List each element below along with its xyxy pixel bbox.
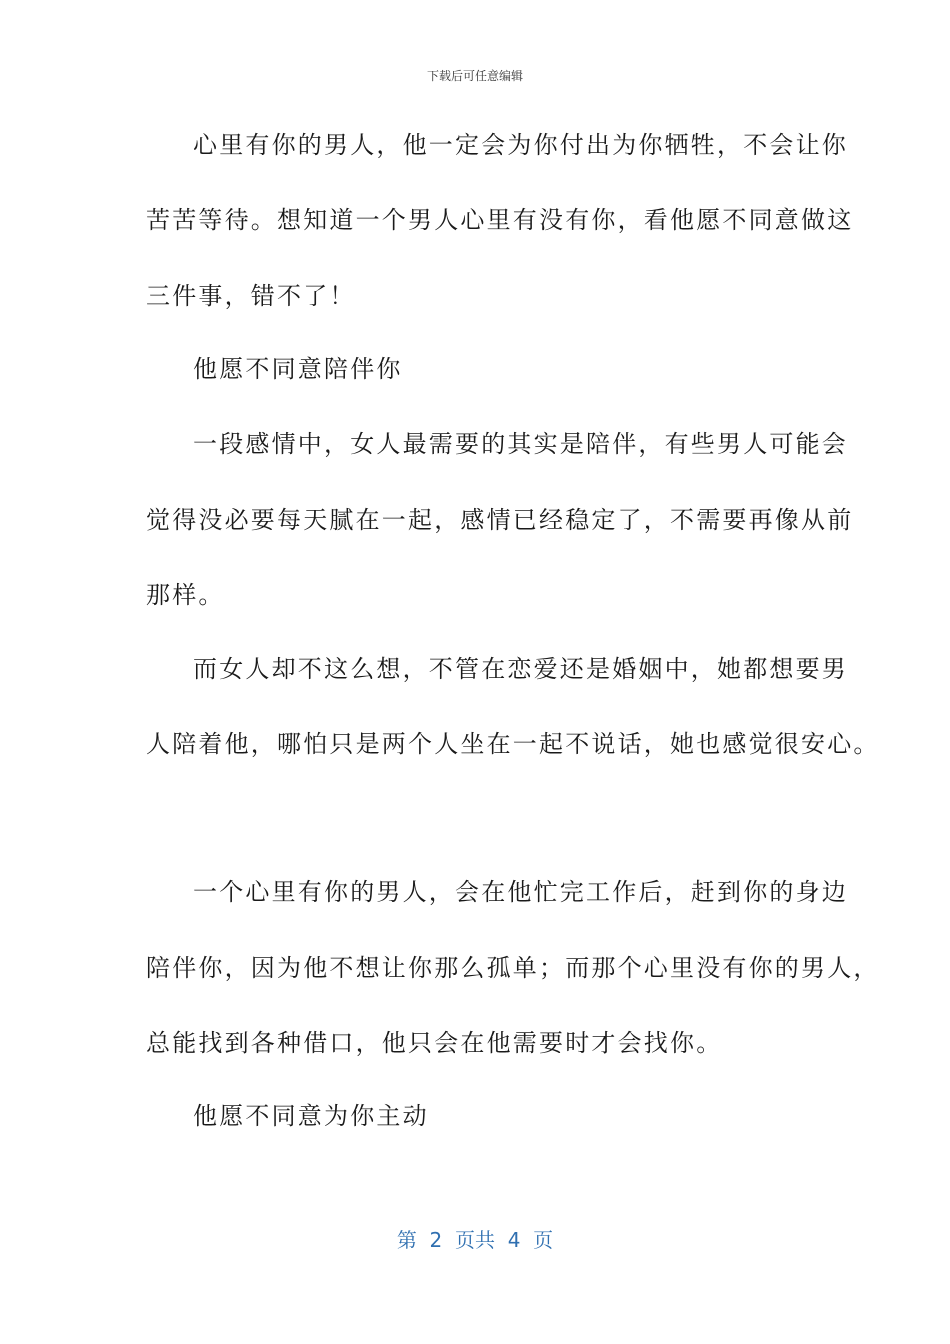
section-heading: 他愿不同意陪伴你 [193, 355, 403, 383]
paragraph-line: 觉得没必要每天腻在一起，感情已经稳定了，不需要再像从前 [146, 506, 854, 534]
paragraph-line: 总能找到各种借口，他只会在他需要时才会找你。 [146, 1029, 723, 1057]
paragraph-line: 人陪着他，哪怕只是两个人坐在一起不说话，她也感觉很安心。 [146, 730, 880, 758]
paragraph-line: 心里有你的男人，他一定会为你付出为你牺牲，不会让你 [193, 131, 848, 159]
paragraph-line: 苦苦等待。想知道一个男人心里有没有你，看他愿不同意做这 [146, 206, 854, 234]
page-header: 下载后可任意编辑 [426, 69, 523, 83]
section-heading: 他愿不同意为你主动 [193, 1102, 429, 1130]
paragraph-line: 陪伴你，因为他不想让你那么孤单；而那个心里没有你的男人， [146, 954, 880, 982]
paragraph-line: 三件事，错不了！ [146, 282, 356, 310]
page-number-footer: 第 2 页共 4 页 [396, 1228, 554, 1252]
paragraph-line: 一段感情中，女人最需要的其实是陪伴，有些男人可能会 [193, 430, 848, 458]
paragraph-line: 那样。 [146, 581, 225, 609]
paragraph-line: 而女人却不这么想，不管在恋爱还是婚姻中，她都想要男 [193, 655, 848, 683]
paragraph-line: 一个心里有你的男人，会在他忙完工作后，赶到你的身边 [193, 878, 848, 906]
